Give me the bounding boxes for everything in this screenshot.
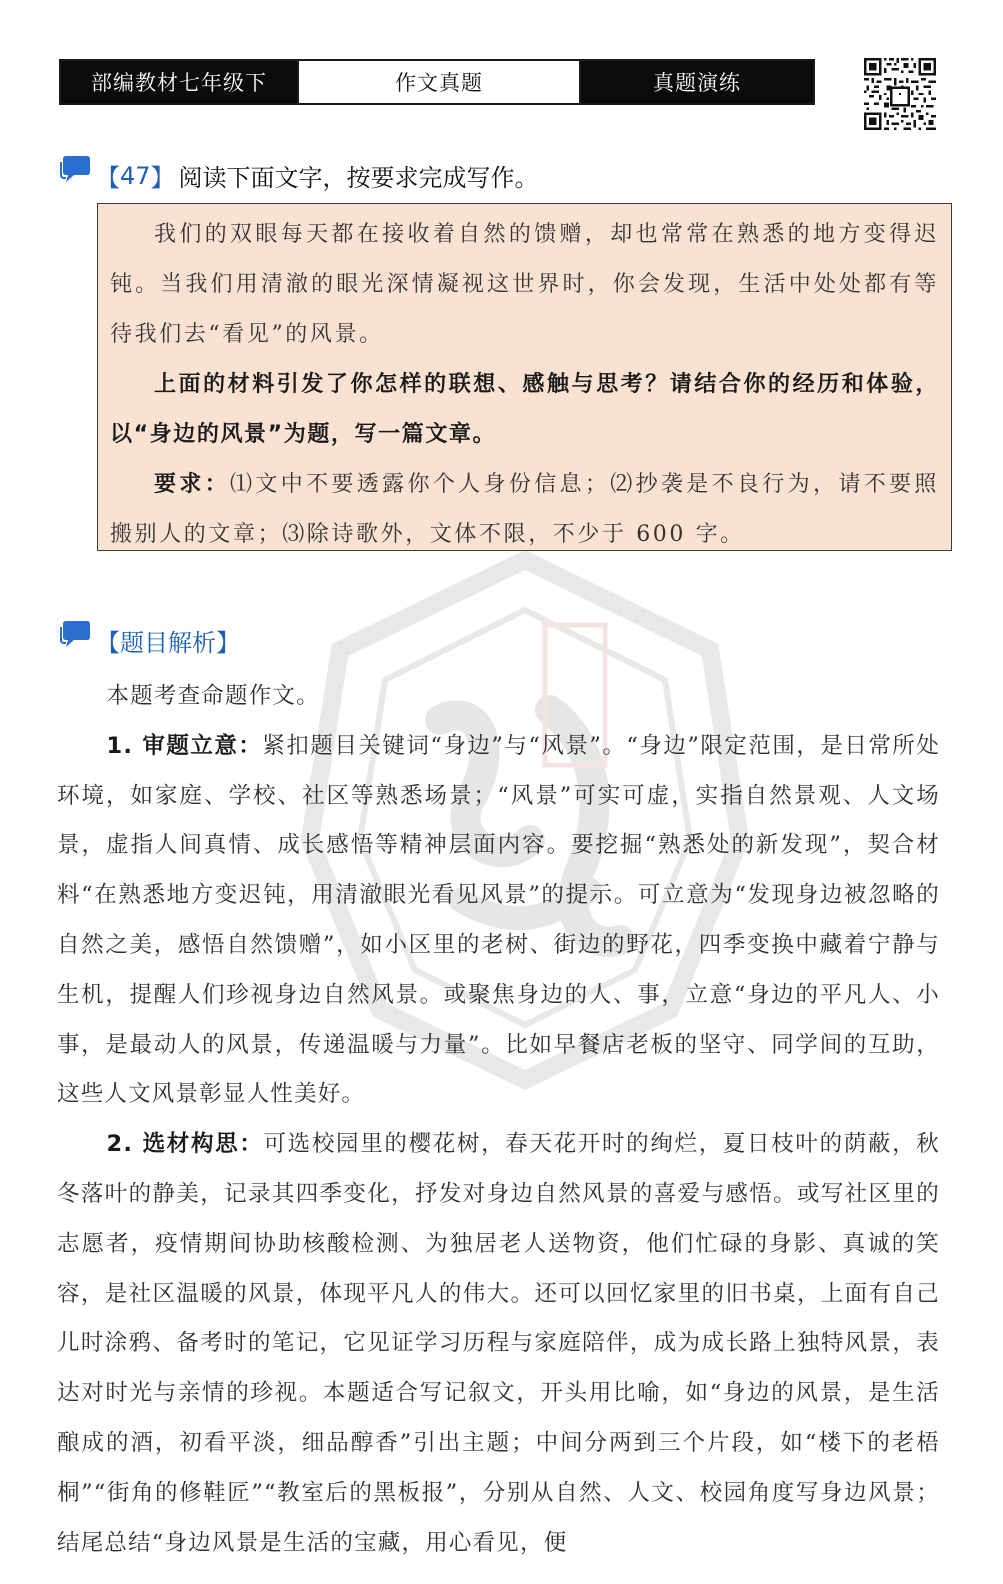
question-instruction: 阅读下面文字，按要求完成写作。 bbox=[178, 164, 539, 192]
speech-bubble-icon bbox=[60, 155, 92, 185]
header-grade-label: 部编教材七年级下 bbox=[61, 61, 297, 103]
point-1-label: 1. 审题立意： bbox=[106, 732, 263, 759]
requirements-text: ⑴文中不要透露你个人身份信息；⑵抄袭是不良行为，请不要照搬别人的文章；⑶除诗歌外，文体不限，不少于 600 字。 bbox=[110, 472, 939, 547]
speech-bubble-icon bbox=[60, 620, 92, 650]
prompt-material: 我们的双眼每天都在接收着自然的馈赠，却也常常在熟悉的地方变得迟钝。当我们用清澈的眼光深情凝视这世界时，你会发现，生活中处处都有等待我们去“看见”的风景。 bbox=[110, 222, 939, 347]
point-2-label: 2. 选材构思： bbox=[106, 1131, 264, 1158]
analysis-intro: 本题考查命题作文。 bbox=[106, 683, 320, 709]
qr-code bbox=[864, 58, 936, 130]
bracket-close: 】 bbox=[150, 164, 175, 192]
analysis-title: 【题目解析】 bbox=[96, 629, 240, 657]
bracket-open: 【 bbox=[96, 164, 120, 192]
header-practice-label: 真题演练 bbox=[581, 61, 813, 103]
prompt-requirements bbox=[110, 460, 939, 560]
analysis-point-2 bbox=[57, 1120, 940, 1568]
header-bar bbox=[59, 59, 815, 105]
question-number: 47 bbox=[120, 161, 151, 190]
analysis-body bbox=[57, 672, 940, 1568]
analysis-point-1 bbox=[57, 722, 940, 1120]
requirements-label: 要求： bbox=[154, 472, 231, 497]
point-2-text: 可选校园里的樱花树，春天花开时的绚烂，夏日枝叶的荫蔽，秋冬落叶的静美，记录其四季变化，抒发对身边自然风景的喜爱与感悟。或写社区里的志愿者，疫情期间协助核酸检测、为独居老人送物资，他们忙碌的身影、真诚的笑容，是社区温暖的风景，体现平凡人的伟大。还可以回忆家里的旧书桌，上面有自己儿时涂鸦、备考时的笔记，它见证学习历程与家庭陪伴，成为成长路上独特风景，表达对时光与亲情的珍视。本题适合写记叙文，开头用比喻，如“身边的风景，是生活酿成的酒，初看平淡，细品醇香”引出主题；中间分两到三个片段，如“楼下的老梧桐”“街角的修鞋匠”“教室后的黑板报”，分别从自然、人文、校园角度写身边风景；结尾总结“身边风景是生活的宝藏，用心看见，便 bbox=[57, 1131, 940, 1556]
prompt-task: 上面的材料引发了你怎样的联想、感触与思考？请结合你的经历和体验，以“身边的风景”为题，写一篇文章。 bbox=[110, 372, 939, 447]
point-1-text: 紧扣题目关键词“身边”与“风景”。“身边”限定范围，是日常所处环境，如家庭、学校、社区等熟悉场景；“风景”可实可虚，实指自然景观、人文场景，虚指人间真情、成长感悟等精神层面内容。要挖掘“熟悉处的新发现”，契合材料“在熟悉地方变迟钝，用清澈眼光看见风景”的提示。可立意为“发现身边被忽略的自然之美，感悟自然馈赠”，如小区里的老树、街边的野花，四季变换中藏着宁静与生机，提醒人们珍视身边自然风景。或聚焦身边的人、事，立意“身边的平凡人、小事，是最动人的风景，传递温暖与力量”。比如早餐店老板的坚守、同学间的互助，这些人文风景彰显人性美好。 bbox=[57, 732, 941, 1108]
question-heading bbox=[60, 158, 539, 193]
header-section-label: 作文真题 bbox=[297, 61, 581, 103]
analysis-heading bbox=[60, 623, 240, 658]
prompt-box bbox=[97, 203, 952, 551]
